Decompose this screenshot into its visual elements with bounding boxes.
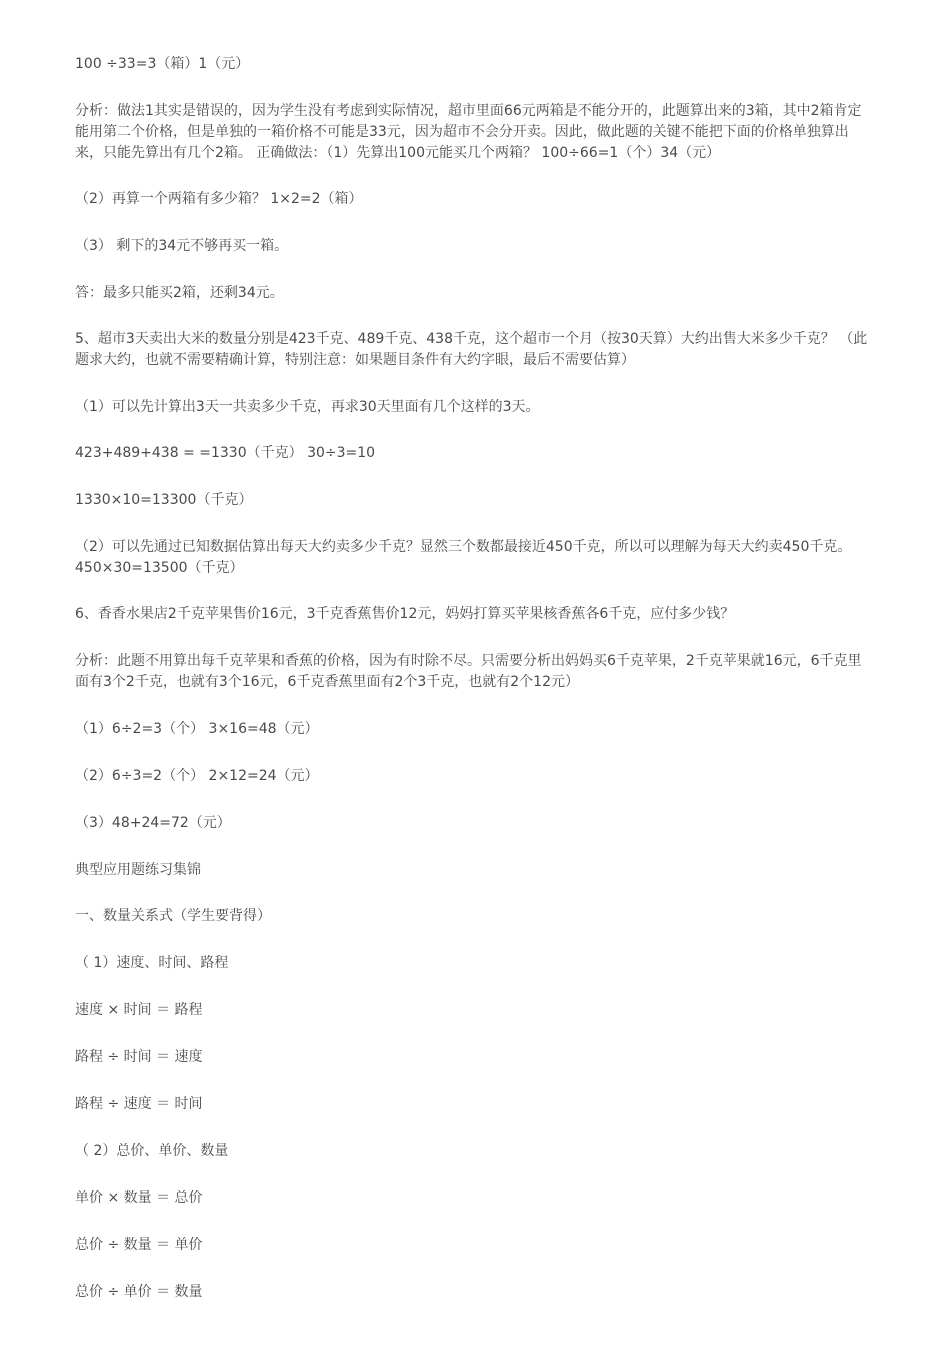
subheading-speed-time-distance: （ 1）速度、时间、路程 (75, 955, 229, 971)
paragraph-12: 分析：此题不用算出每千克苹果和香蕉的价格，因为有时除不尽。只需要分析出妈妈买6千克苹果，2千克苹果就16元，6千克里面有3个2千克，也就有3个16元，6千克香蕉里面有2个3千克，也就有2个12元） (75, 653, 862, 690)
formula-speed: 路程 ÷ 时间 ＝ 速度 (75, 1049, 203, 1065)
paragraph-9: 1330×10=13300（千克） (75, 492, 253, 508)
formula-distance: 速度 × 时间 ＝ 路程 (75, 1002, 203, 1018)
formula-total-price: 单价 × 数量 ＝ 总价 (75, 1190, 203, 1206)
paragraph-14: （2）6÷3=2（个） 2×12=24（元） (75, 768, 319, 784)
paragraph-1: 100 ÷33=3（箱）1（元） (75, 56, 250, 72)
paragraph-15: （3）48+24=72（元） (75, 815, 231, 831)
paragraph-2: 分析：做法1其实是错误的，因为学生没有考虑到实际情况，超市里面66元两箱是不能分开的，此题算出来的3箱，其中2箱肯定能用第二个价格，但是单独的一箱价格不可能是33元，因为超市不会分开卖。因此，做此题的关键不能把下面的价格单独算出来，只能先算出有几个2箱。 正确做法：（1）先算出100元能买几个两箱？ 100÷66=1（个）34（元） (75, 103, 862, 161)
formula-quantity: 总价 ÷ 单价 ＝ 数量 (75, 1284, 203, 1300)
paragraph-11: 6、香香水果店2千克苹果售价16元，3千克香蕉售价12元，妈妈打算买苹果核香蕉各6千克，应付多少钱？ (75, 606, 735, 622)
section-title: 典型应用题练习集锦 (75, 862, 201, 878)
paragraph-7: （1）可以先计算出3天一共卖多少千克，再求30天里面有几个这样的3天。 (75, 399, 540, 415)
paragraph-6: 5、超市3天卖出大米的数量分别是423千克、489千克、438千克，这个超市一个月（按30天算）大约出售大米多少千克？ （此题求大约，也就不需要精确计算，特别注意：如果题目条件有大约字眼，最后不需要估算） (75, 331, 868, 368)
paragraph-13: （1）6÷2=3（个） 3×16=48（元） (75, 721, 319, 737)
paragraph-3: （2）再算一个两箱有多少箱？ 1×2=2（箱） (75, 191, 363, 207)
paragraph-4: （3） 剩下的34元不够再买一箱。 (75, 238, 289, 254)
paragraph-8: 423+489+438 = =1330（千克） 30÷3=10 (75, 445, 376, 461)
formula-time: 路程 ÷ 速度 ＝ 时间 (75, 1096, 203, 1112)
subheading-price-quantity: （ 2）总价、单价、数量 (75, 1143, 229, 1159)
paragraph-10: （2）可以先通过已知数据估算出每天大约卖多少千克？显然三个数都最接近450千克，所以可以理解为每天大约卖450千克。 450×30=13500（千克） (75, 539, 856, 576)
section-heading: 一、数量关系式（学生要背得） (75, 908, 271, 924)
paragraph-5: 答：最多只能买2箱，还剩34元。 (75, 285, 284, 301)
formula-unit-price: 总价 ÷ 数量 ＝ 单价 (75, 1237, 203, 1253)
